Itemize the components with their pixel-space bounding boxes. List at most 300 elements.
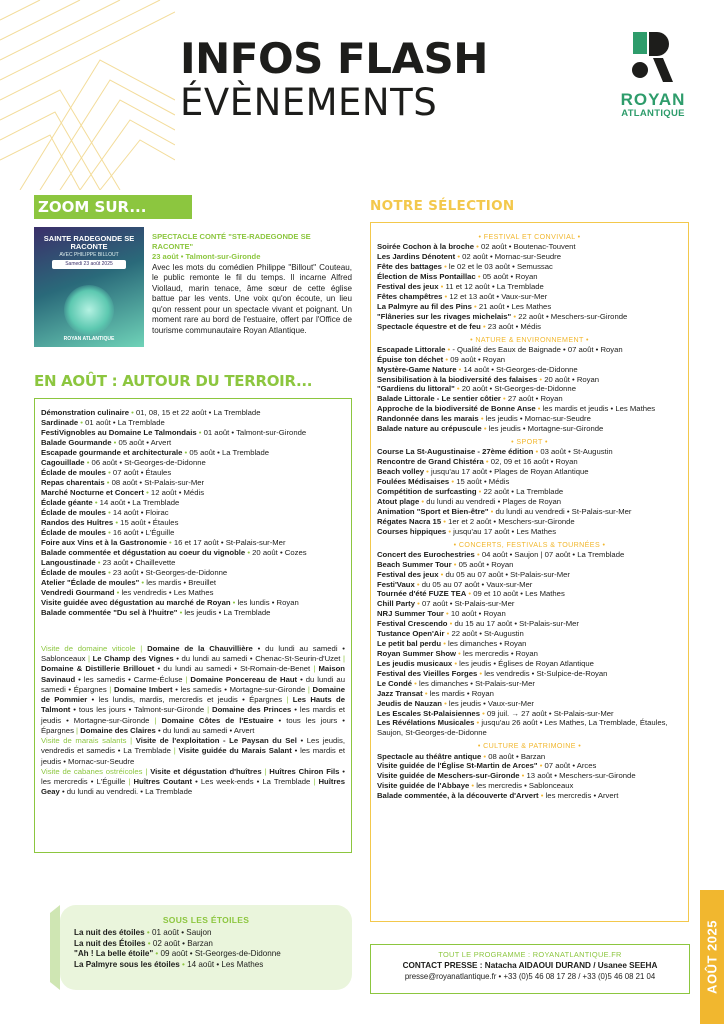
bullet: • (441, 639, 449, 649)
visit-info: les samedis • Mortagne-sur-Gironde (180, 684, 306, 694)
visit-name: Visite et dégustation d'huîtres (150, 766, 262, 776)
press-contact: CONTACT PRESSE : Natacha AIDAOUI DURAND / Usanee SEEHA (402, 961, 658, 970)
bullet: • (111, 438, 119, 447)
visit-info: les mercredis • L'Éguille (41, 777, 126, 787)
event-name: Fêtes champêtres (377, 291, 443, 301)
month-label: AOÛT 2025 (704, 920, 720, 994)
event-name: Sensibilisation à la biodiversité des falaises (377, 374, 538, 384)
event-name: Approche de la biodiversité de Bonne Anse (377, 404, 536, 414)
event-entry (377, 355, 682, 365)
bullet: • (449, 477, 457, 487)
contact-box (370, 944, 690, 994)
poster-subtitle: AVEC PHILIPPE BILLOUT (59, 252, 119, 258)
event-entry (377, 424, 682, 434)
event-name: Rencontre de Grand Chistéra (377, 457, 484, 467)
separator-bar: | (73, 725, 81, 735)
event-name: Jeudis de Nauzan (377, 698, 442, 708)
zoom-poster-image (34, 227, 144, 347)
bullet: • (474, 549, 482, 559)
event-name: Festival des Vieilles Forges (377, 668, 478, 678)
event-entry (41, 598, 345, 608)
event-entry (41, 488, 345, 498)
visit-name: Le Champ des Vignes (92, 654, 174, 664)
bullet: • (474, 718, 482, 728)
event-name: Éclade de moules (41, 568, 106, 577)
event-name: "Ah ! La belle étoile" (74, 949, 154, 959)
bullet: • (537, 761, 545, 771)
bullet: • (143, 488, 151, 497)
bullet: • (533, 447, 541, 457)
event-name: Les jeudis musicaux (377, 658, 453, 668)
event-entry (41, 418, 345, 428)
visit-info: du lundi au samedi • Sablonceaux (41, 644, 345, 664)
event-entry (377, 414, 682, 424)
event-name: Spectacle équestre et de feu (377, 321, 481, 331)
event-info: les jeudis • Églises de Royan Atlantique (459, 658, 594, 668)
separator-bar: | (310, 664, 319, 674)
event-info: 23 août • St-Georges-de-Didonne (112, 568, 228, 577)
event-entry (377, 517, 682, 527)
event-entry (377, 262, 682, 272)
bullet: • (444, 629, 452, 639)
visit-name: Domaine Côtes de l'Estuaire (161, 715, 274, 725)
event-entry (377, 679, 682, 689)
event-name: Éclade de moules (41, 468, 106, 477)
bullet: • (177, 608, 185, 617)
event-info: 10 août • Royan (450, 609, 506, 619)
event-name: Foire aux Vins et à la Gastronomie (41, 538, 167, 547)
bullet: • (412, 678, 419, 688)
event-info: 08 août • St-Palais-sur-Mer (111, 478, 205, 487)
month-side-tab (700, 890, 724, 1024)
event-info: 05 août • Royan (458, 559, 514, 569)
event-name: Balade commentée, à la découverte d'Arvert (377, 791, 539, 801)
event-entry (74, 960, 352, 971)
event-name: Balade Gourmande (41, 438, 112, 447)
event-name: Visite guidée de l'Église St-Martin de Arces" (377, 761, 538, 771)
event-entry (74, 928, 352, 939)
event-entry (377, 699, 682, 709)
event-info: 13 août • Meschers-sur-Gironde (526, 771, 636, 781)
event-entry (377, 282, 682, 292)
bullet: • (92, 498, 100, 507)
separator-bar: | (340, 654, 345, 664)
event-info: les jeudis • Mornac-sur-Seudre (485, 414, 591, 424)
visit-info: du lundi au samedi • Chenac-St-Seurin-d'Uzet (181, 654, 341, 664)
visit-name: Domaine Imbert (113, 684, 173, 694)
event-info: 01, 08, 15 et 22 août • La Tremblade (135, 408, 261, 417)
event-entry (41, 478, 345, 488)
bullet: • (471, 301, 479, 311)
event-info: 27 août • Royan (507, 394, 563, 404)
bullet: • (481, 751, 489, 761)
bullet: • (456, 364, 464, 374)
event-entry (377, 570, 682, 580)
terroir-paragraphs (41, 644, 345, 798)
bullet: • (144, 928, 152, 937)
visit-info: du lundi au vendredi. • La Tremblade (66, 787, 193, 797)
event-info: jusqu'au 26 août • Les Mathes, La Tremblade, Étaules, Saujon, St-Georges-de-Didonne (377, 718, 668, 738)
bullet: • (443, 609, 451, 619)
separator-bar: | (142, 766, 151, 776)
visit-name: Domaine de Pommier (41, 684, 345, 705)
event-info: les mardis • Royan (429, 688, 494, 698)
event-name: Le petit bal perdu (377, 639, 442, 649)
event-info: 07 août • Étaules (112, 468, 172, 477)
bullet: • (415, 599, 422, 609)
royan-atlantique-logo (608, 32, 698, 119)
event-entry (377, 375, 682, 385)
event-entry (377, 467, 682, 477)
category-heading: • CULTURE & PATRIMOINE • (477, 742, 582, 751)
event-entry (377, 487, 682, 497)
category-heading: • FESTIVAL ET CONVIVIAL • (478, 233, 581, 241)
event-name: La Palmyre sous les étoiles (74, 960, 180, 970)
event-name: "Gardiens du littoral" (377, 384, 455, 394)
visit-paragraph: Visite de marais salants | Visite de l'exploitation - Le Paysan du Sel • Les jeudis, vendredis et samedis • La Tremblade | Visite guidée du Marais Salant • les mardis et jeudis • Mornac-sur-Seudre (41, 736, 345, 766)
visit-name: Huîtres Geay (41, 777, 345, 797)
event-name: Cagouillade (41, 458, 85, 467)
poster-footer: ROYAN ATLANTIQUE (63, 336, 115, 342)
event-name: Éclade de moules (41, 508, 106, 517)
event-info: 22 août • Meschers-sur-Gironde (518, 311, 628, 321)
event-name: Beach volley (377, 467, 425, 477)
event-info: les mercredis • Arvert (545, 791, 619, 801)
bullet: • (114, 588, 122, 597)
visit-info: Les week-ends • La Tremblade (200, 777, 311, 787)
event-info: les jeudis • La Tremblade (184, 608, 271, 617)
event-name: Vendredi Gourmand (41, 588, 115, 597)
zoom-body: Avec les mots du comédien Philippe "Billout" Couteau, le public remonte le fil du temps. Il incarne Alfred Viollaud, marin tenace, âme sœur de cette église battue par les vents. Une voix qu'on écoute, un lieu qu'on ressent pour un spectacle vivant et poignant. Un moment rare au bord de l'estuaire, offert par l'Office de tourisme communautaire Royan Atlantique. (152, 262, 352, 335)
event-info: les mercredis • Sablonceaux (476, 781, 574, 791)
event-name: Spectacle au théâtre antique (377, 751, 482, 761)
category-heading: • NATURE & ENVIRONNEMENT • (470, 335, 589, 344)
event-entry (41, 428, 345, 438)
event-entry (377, 447, 682, 457)
event-entry (41, 548, 345, 558)
event-entry (377, 394, 682, 404)
bullet: • (84, 458, 92, 467)
event-info: 1er et 2 août • Meschers-sur-Gironde (448, 516, 575, 526)
visit-info: tous les jours • Épargnes (41, 715, 345, 735)
event-info: jusqu'au 17 août • Les Mathes (453, 526, 557, 536)
event-name: Escapade Littorale (377, 344, 446, 354)
event-name: Atout plage (377, 496, 420, 506)
event-name: Animation "Sport et Bien-être" (377, 506, 489, 516)
bullet: • (443, 354, 451, 364)
bullet: • (230, 598, 238, 607)
event-entry (377, 689, 682, 699)
event-info: les vendredis • Les Mathes (121, 588, 214, 597)
event-name: Festival des jeux (377, 569, 439, 579)
press-details[interactable]: presse@royanatlantique.fr • +33 (0)5 46 08 17 28 / +33 (0)5 46 08 21 04 (404, 972, 656, 981)
event-entry (377, 252, 682, 262)
bullet: • (179, 960, 188, 970)
visit-info: du lundi au samedi • Arvert (162, 725, 255, 735)
bullet: • (447, 619, 455, 629)
bullet: • (182, 448, 190, 457)
terroir-title: EN AOÛT : AUTOUR DU TERROIR... (34, 372, 313, 390)
category-heading: • SPORT • (511, 438, 548, 447)
event-name: Randos des Huîtres (41, 518, 114, 527)
event-info: 02 août • Boutenac-Touvent (480, 242, 576, 252)
bullet: • (456, 648, 463, 658)
event-name: Randonnée dans les marais (377, 414, 479, 424)
headline-subtitle: ÉVÈNEMENTS (180, 81, 438, 124)
event-entry (377, 384, 682, 394)
bullet: • (488, 506, 496, 516)
visit-name: Domaine & Distillerie Brillouet (41, 664, 155, 674)
bullet: • (105, 508, 113, 517)
programme-link[interactable]: TOUT LE PROGRAMME : ROYANATLANTIQUE.FR (438, 950, 622, 959)
visit-name: Huîtres Chiron Fils (269, 766, 340, 776)
event-name: Concert des Eurochestries (377, 549, 475, 559)
separator-bar: | (310, 777, 319, 787)
separator-bar: | (126, 736, 136, 746)
event-name: Les Jardins Dénotent (377, 252, 456, 262)
event-entry (377, 312, 682, 322)
event-info: 01 août • La Tremblade (85, 418, 165, 427)
event-name: Balade nature au crépuscule (377, 424, 482, 434)
bullet: • (113, 518, 121, 527)
bullet: • (424, 467, 431, 477)
event-entry (377, 619, 682, 629)
event-entry (377, 752, 682, 762)
event-entry (377, 639, 682, 649)
event-info: du 05 au 07 août • St-Palais-sur-Mer (445, 569, 570, 579)
event-info: 06 août • St-Georges-de-Didonne (91, 458, 206, 467)
event-name: Repas charentais (41, 478, 105, 487)
visit-name: Domaine des Princes (212, 705, 292, 715)
separator-bar: | (261, 766, 270, 776)
bullet: • (441, 262, 449, 272)
event-info: 09 et 10 août • Les Mathes (473, 589, 565, 599)
event-entry (377, 404, 682, 414)
logo-mark-icon (631, 32, 675, 82)
event-entry (377, 761, 682, 771)
poster-title: SAINTE RADEGONDE SE RACONTE (43, 234, 135, 252)
event-entry (377, 609, 682, 619)
event-name: Épuise ton déchet (377, 354, 444, 364)
visit-paragraph: Visite de domaine viticole | Domaine de la Chauvillière • du lundi au samedi • Sablonceaux | Le Champ des Vignes • du lundi au samedi • Chenac-St-Seurin-d'Uzet | Domaine & Distillerie Brillouet • du lundi au samedi • St-Romain-de-Benet | Maison Savinaud • les samedis • Carme-Écluse | Domaine Poncereau de Haut • du lundi au samedi • Épargnes | Domaine Imbert • les samedis • Mortagne-sur-Gironde | Domaine de Pommier • les lundis, mardis, mercredis et jeudis • Épargnes | Les Hauts de Talmont • tous les jours • Talmont-sur-Gironde | Domaine des Princes • les mardis et jeudis • Mortagne-sur-Gironde | Domaine Côtes de l'Estuaire • tous les jours • Épargnes | Domaine des Claires • du lundi au samedi • Arvert (41, 644, 346, 735)
event-info: 11 et 12 août • La Tremblade (445, 281, 544, 291)
event-info: 22 août • St-Augustin (451, 629, 524, 639)
bullet: • (139, 578, 147, 587)
event-name: Balade Littorale - Le sentier côtier (377, 394, 501, 404)
visit-info: du lundi au samedi • Épargnes (41, 674, 345, 694)
bullet: • (446, 526, 454, 536)
event-name: Le Condé (377, 678, 413, 688)
event-name: Les Escales St-Palaisiennes (377, 708, 480, 718)
event-entry (74, 949, 352, 960)
event-info: - Qualité des Eaux de Baignade • 07 août • Royan (452, 344, 623, 354)
event-name: Jazz Transat (377, 688, 423, 698)
event-entry (41, 448, 345, 458)
visit-info: les mardis et jeudis • Mortagne-sur-Gironde (41, 705, 346, 725)
event-entry (377, 781, 682, 791)
event-name: Élection de Miss Pontaillac (377, 271, 476, 281)
event-name: Chill Party (377, 599, 416, 609)
event-info: 09 août • St-Georges-de-Didonne (160, 949, 281, 959)
event-info: les vendredis • St-Sulpice-de-Royan (484, 668, 608, 678)
bullet: • (483, 457, 491, 467)
event-entry (377, 709, 682, 719)
bullet: • (442, 291, 450, 301)
event-info: les mercredis • Royan (463, 648, 538, 658)
event-info: 20 août • Cozes (252, 548, 307, 557)
bullet: • (480, 321, 488, 331)
visit-category: Visite de cabanes ostréicoles (41, 766, 143, 776)
visit-info: Les jeudis, vendredis et samedis • La Tremblade (41, 736, 345, 756)
bullet: • (196, 428, 204, 437)
event-name: Régates Nacra 15 (377, 516, 442, 526)
event-info: 14 août • Floirac (112, 508, 169, 517)
bullet: • (441, 698, 449, 708)
event-entry (377, 302, 682, 312)
event-info: les dimanches • Royan (448, 639, 527, 649)
bullet: • (145, 938, 153, 948)
event-info: 12 et 13 août • Vaux-sur-Mer (449, 291, 548, 301)
event-entry (41, 508, 345, 518)
event-info: 02, 09 et 16 août • Royan (490, 457, 578, 467)
bullet: • (441, 516, 449, 526)
event-entry (377, 457, 682, 467)
event-entry (41, 578, 345, 588)
event-info: les lundis • Royan (237, 598, 299, 607)
visit-info: les samedis • Carme-Écluse (83, 674, 183, 684)
event-info: les mardis et jeudis • Les Mathes (542, 404, 656, 414)
visit-name: Huîtres Coutant (133, 777, 193, 787)
event-info: 07 août • Arces (544, 761, 597, 771)
bullet: • (537, 374, 545, 384)
event-info: 12 août • Médis (150, 488, 205, 497)
event-entry (377, 497, 682, 507)
visit-name: Maison Savinaud (41, 664, 345, 684)
separator-bar: | (170, 746, 179, 756)
event-info: 15 août • Médis (456, 477, 510, 487)
bullet: • (519, 771, 527, 781)
event-entry (377, 507, 682, 517)
event-info: les mardis • Breuillet (146, 578, 217, 587)
event-info: 14 août • La Tremblade (99, 498, 180, 507)
event-info: 16 août • L'Éguille (112, 528, 175, 537)
visit-category: Visite de domaine viticole (41, 644, 136, 653)
event-entry (41, 588, 345, 598)
event-name: La nuit des étoiles (74, 928, 145, 937)
separator-bar: | (204, 705, 213, 715)
poster-date: Samedi 23 août 2025 (52, 260, 126, 269)
headline-title: INFOS FLASH (180, 34, 488, 83)
bullet: • (422, 688, 430, 698)
event-info: 05 août • Royan (482, 271, 538, 281)
event-entry (377, 649, 682, 659)
event-info: 09 juil. → 27 août • St-Palais-sur-Mer (486, 708, 614, 718)
event-entry (377, 345, 682, 355)
bullet: • (105, 528, 113, 537)
event-info: du lundi au vendredi • St-Palais-sur-Mer (495, 506, 632, 516)
event-name: Festi'Vaux (377, 579, 415, 589)
visit-category: Visite de marais salants (41, 736, 127, 746)
bullet: • (535, 404, 543, 414)
visit-name: Domaine Poncereau de Haut (190, 674, 298, 684)
event-info: 22 août • La Tremblade (483, 486, 564, 496)
bullet: • (466, 589, 474, 599)
zoom-title: SPECTACLE CONTÉ "STE-RADEGONDE SE RACONTE" (152, 232, 311, 251)
bullet: • (414, 579, 422, 589)
bullet: • (451, 559, 459, 569)
event-name: NRJ Summer Tour (377, 609, 444, 619)
event-info: 01 août • Talmont-sur-Gironde (203, 428, 307, 437)
terroir-list (41, 408, 345, 618)
event-name: Compétition de surfcasting (377, 486, 477, 496)
event-name: La nuit des Étoiles (74, 938, 146, 948)
event-name: Royan Summer Show (377, 648, 457, 658)
event-name: "Flâneries sur les rivages michelais" (377, 311, 512, 321)
event-info: jusqu'au 17 août • Plages de Royan Atlantique (430, 467, 589, 477)
event-entry (41, 608, 345, 618)
event-entry (377, 477, 682, 487)
event-name: La Palmyre au fil des Pins (377, 301, 472, 311)
event-name: Éclade de moules (41, 528, 106, 537)
bullet: • (105, 568, 113, 577)
event-entry (377, 272, 682, 282)
event-entry (377, 560, 682, 570)
selection-title: NOTRE SÉLECTION (370, 198, 515, 214)
stars-box (60, 905, 352, 990)
event-name: Balade commentée et dégustation au coeur du vignoble (41, 548, 246, 557)
selection-box (370, 222, 689, 922)
event-info: 20 août • Royan (544, 374, 600, 384)
event-info: 14 août • St-Georges-de-Didonne (463, 364, 578, 374)
event-entry (377, 589, 682, 599)
event-info: 09 août • Royan (450, 354, 506, 364)
event-name: Mystère-Game Nature (377, 364, 457, 374)
event-info: 02 août • Barzan (152, 938, 213, 948)
separator-bar: | (85, 654, 93, 664)
separator-bar: | (182, 674, 191, 684)
event-entry (377, 242, 682, 252)
event-info: 02 août • Mornac-sur-Seudre (462, 252, 561, 262)
bullet: • (476, 486, 484, 496)
event-entry (41, 498, 345, 508)
event-name: Beach Summer Tour (377, 559, 452, 569)
event-entry (41, 438, 345, 448)
event-name: Visite guidée de Meschers-sur-Gironde (377, 771, 520, 781)
logo-subtitle: ATLANTIQUE (621, 108, 685, 119)
bullet: • (481, 424, 489, 434)
event-info: du lundi au vendredi • Plages de Royan (426, 496, 562, 506)
event-name: Festival Crescendo (377, 619, 448, 629)
bullet: • (452, 658, 460, 668)
event-entry (377, 365, 682, 375)
separator-bar: | (149, 715, 162, 725)
event-name: Éclade géante (41, 498, 93, 507)
visit-name: Visite de l'exploitation - Le Paysan du Sel (135, 736, 297, 746)
event-name: Marché Nocturne et Concert (41, 488, 144, 497)
bullet: • (475, 271, 483, 281)
event-entry (74, 939, 352, 950)
bullet: • (438, 569, 446, 579)
visit-info: les mardis et jeudis • Mornac-sur-Seudre (41, 746, 345, 766)
stars-title: SOUS LES ÉTOILES (162, 915, 250, 925)
visit-info: du lundi au samedi • St-Romain-de-Benet (163, 664, 311, 674)
event-entry (377, 292, 682, 302)
terroir-box (34, 398, 352, 853)
bullet: • (538, 791, 546, 801)
visit-name: Les Hauts de Talmont (41, 695, 346, 715)
poster-glow (64, 285, 114, 335)
event-entry (41, 558, 345, 568)
